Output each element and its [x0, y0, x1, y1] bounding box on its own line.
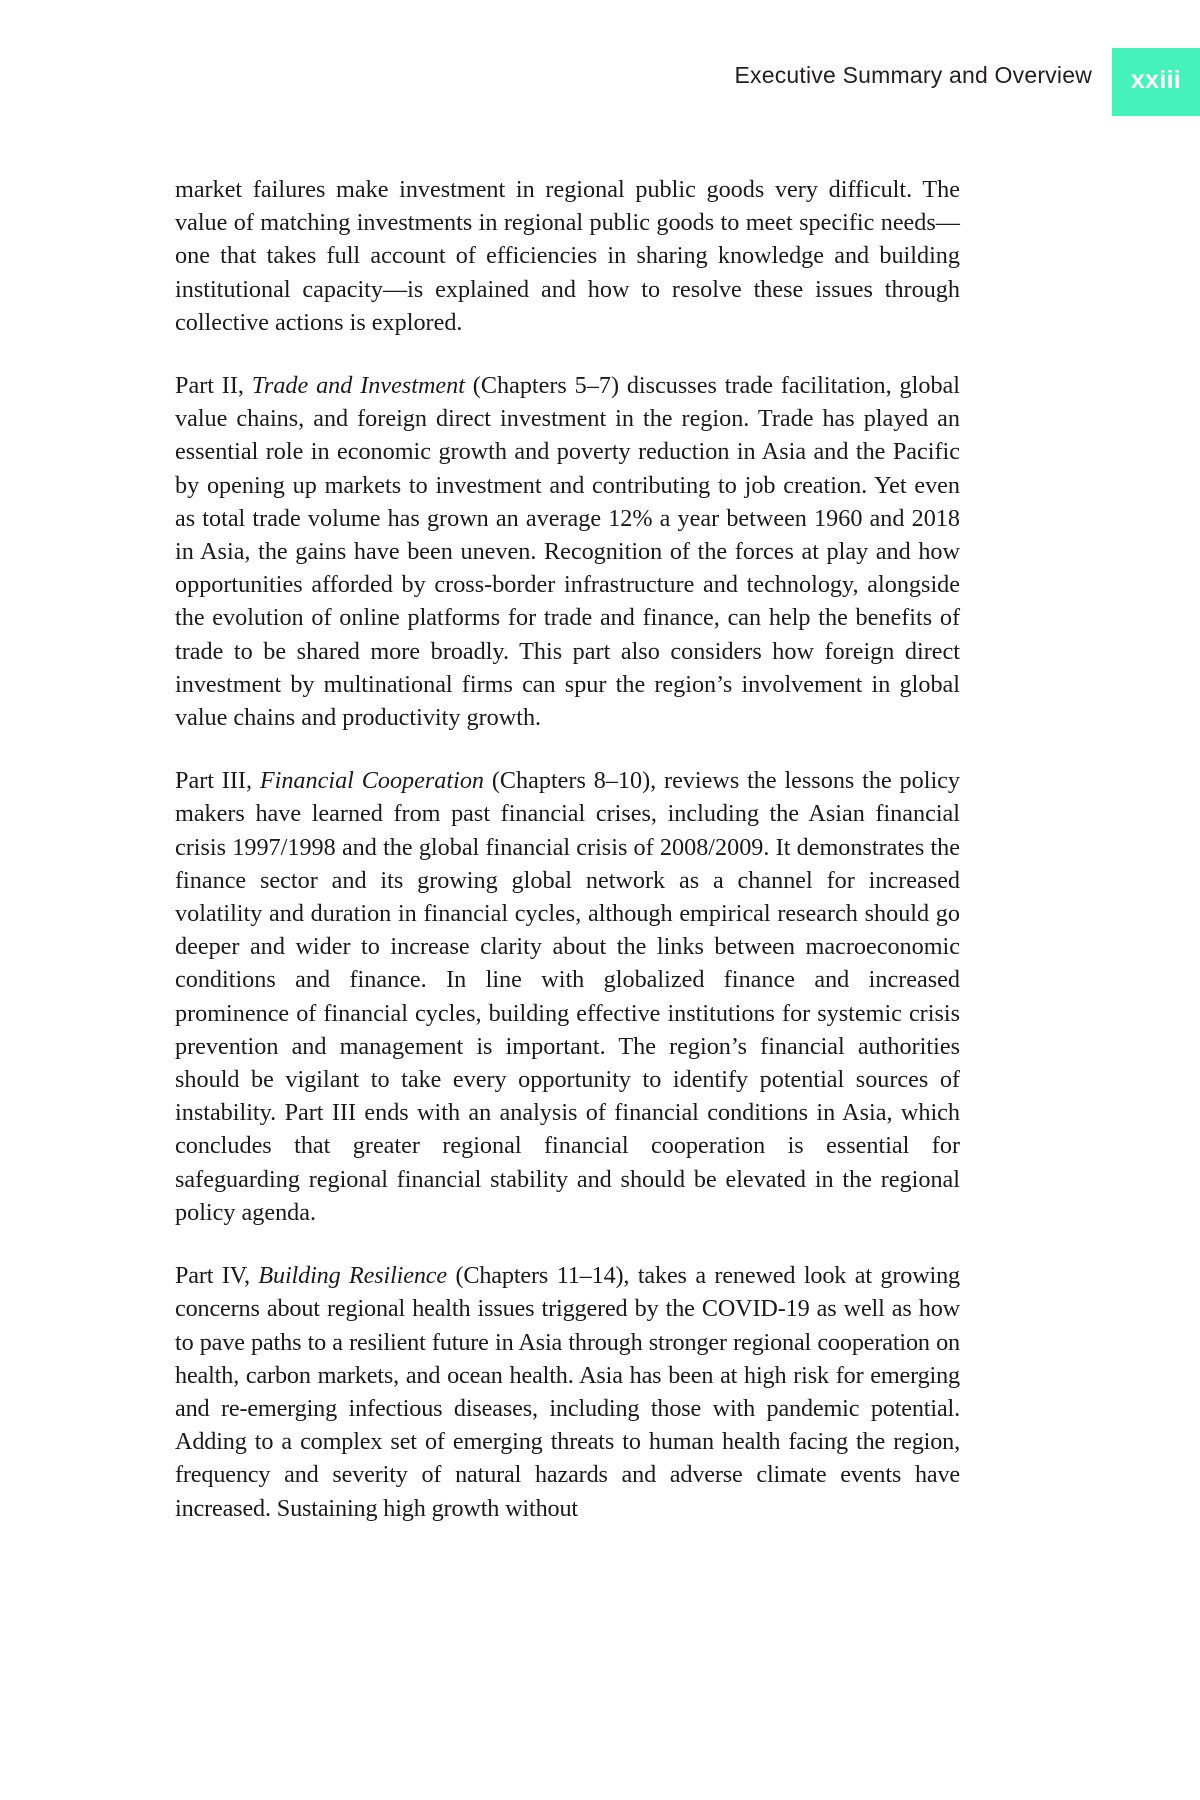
- paragraph-4: [175, 1259, 960, 1525]
- running-header: [0, 0, 1200, 130]
- header-title: Executive Summary and Overview: [734, 62, 1092, 88]
- body-text-column: [175, 173, 960, 1525]
- body-text-run: (Chapters 5–7) discusses trade facilitation, global value chains, and foreign direct investment in the region. Trade has played an essential role in economic growth and poverty reduction in Asia and the Pacific by opening up markets to investment and contributing to job creation. Yet even as total trade volume has grown an average 12% a year between 1960 and 2018 in Asia, the gains have been uneven. Recognition of the forces at play and how opportunities afforded by cross-border infrastructure and technology, alongside the evolution of online platforms for trade and finance, can help the benefits of trade to be shared more broadly. This part also considers how foreign direct investment by multinational firms can spur the region’s involvement in global value chains and productivity growth.: [175, 372, 960, 732]
- body-text-run: Part IV,: [175, 1262, 259, 1290]
- part-title-italic: Building Resilience: [258, 1262, 447, 1290]
- part-title-italic: Trade and Investment: [251, 372, 465, 400]
- part-title-italic: Financial Cooperation: [259, 767, 485, 795]
- paragraph-2: [175, 369, 960, 734]
- body-text-run: Part II,: [175, 372, 252, 400]
- body-text-run: (Chapters 11–14), takes a renewed look at growing concerns about regional health issues triggered by the COVID-19 as well as how to pave paths to a resilient future in Asia through stronger regional cooperation on health, carbon markets, and ocean health. Asia has been at high risk for emerging and re-emerging infectious diseases, including those with pandemic potential. Adding to a complex set of emerging threats to human health facing the region, frequency and severity of natural hazards and adverse climate events have increased. Sustaining high growth without: [175, 1262, 961, 1522]
- body-text-run: (Chapters 8–10), reviews the lessons the policy makers have learned from past financial crises, including the Asian financial crisis 1997/1998 and the global financial crisis of 2008/2009. It demonstrates the finance sector and its growing global network as a channel for increased volatility and duration in financial cycles, although empirical research should go deeper and wider to increase clarity about the links between macroeconomic conditions and finance. In line with globalized finance and increased prominence of financial cycles, building effective institutions for systemic crisis prevention and management is important. The region’s financial authorities should be vigilant to take every opportunity to identify potential sources of instability. Part III ends with an analysis of financial conditions in Asia, which concludes that greater regional financial cooperation is essential for safeguarding regional financial stability and should be elevated in the regional policy agenda.: [175, 767, 960, 1226]
- paragraph-1: [175, 173, 960, 339]
- paragraph-3: [175, 764, 960, 1229]
- page-number: xxiii: [1130, 66, 1182, 94]
- body-text-run: Part III,: [175, 767, 260, 795]
- body-text-run: market failures make investment in regional public goods very difficult. The value of matching investments in regional public goods to meet specific needs—one that takes full account of efficiencies in sharing knowledge and building institutional capacity—is explained and how to resolve these issues through collective actions is explored.: [175, 176, 960, 336]
- page-number-badge: [1112, 48, 1200, 116]
